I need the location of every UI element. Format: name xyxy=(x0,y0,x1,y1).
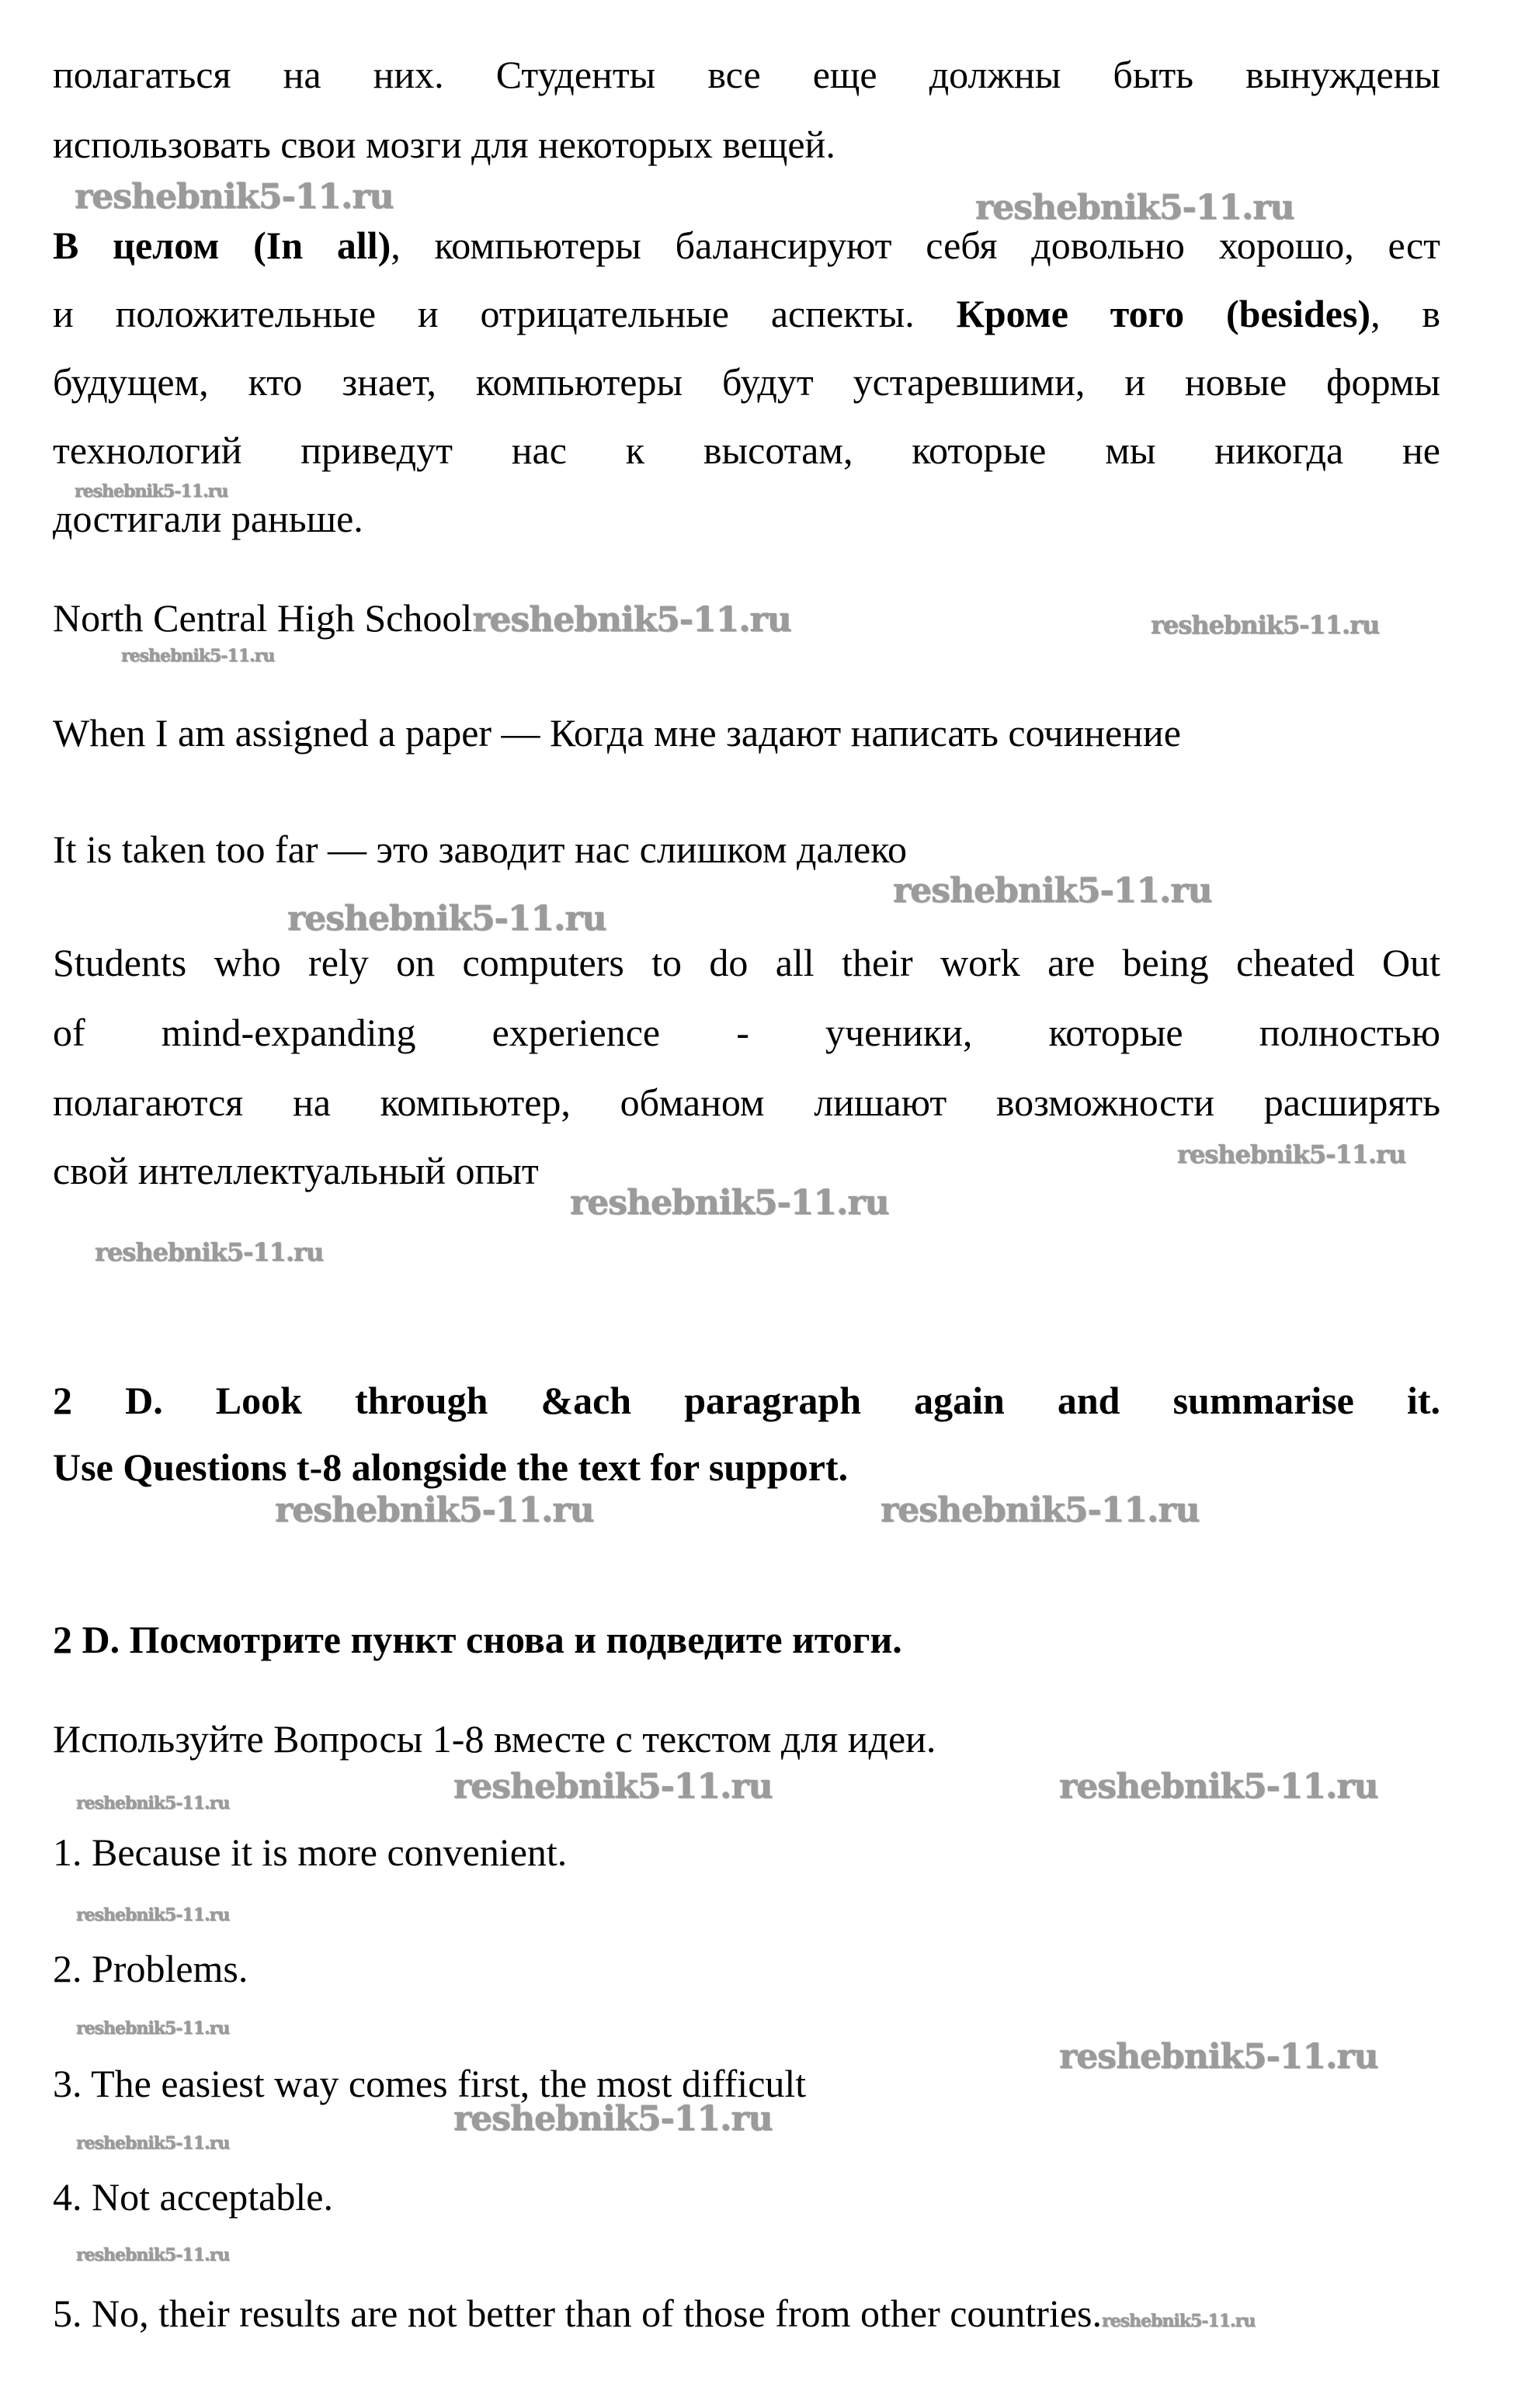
answer-item: 1. Because it is more convenient. xyxy=(53,1830,568,1874)
paragraph-line xyxy=(53,290,1440,337)
paragraph-line: использовать свои мозги для некоторых вещей. xyxy=(53,123,835,166)
watermark: reshebnik5-11.ru xyxy=(275,1490,594,1530)
watermark: reshebnik5-11.ru xyxy=(570,1183,889,1223)
paragraph-line xyxy=(53,222,1440,269)
answer-item: 3. The easiest way comes first, the most difficult xyxy=(53,2062,807,2105)
paragraph-line: будущем, кто знает, компьютеры будут устаревшими, и новые формы xyxy=(53,360,1440,404)
paragraph-line: технологий приведут нас к высотам, которые мы никогда не xyxy=(53,429,1440,472)
vocab-line: When I am assigned a paper — Когда мне задают написать сочинение xyxy=(53,711,1181,755)
watermark: reshebnik5-11.ru xyxy=(75,481,228,501)
text: , компьютеры балансируют себя довольно хорошо, ест xyxy=(391,224,1440,267)
watermark: reshebnik5-11.ru xyxy=(1177,1140,1406,1169)
watermark: reshebnik5-11.ru xyxy=(76,1905,230,1925)
watermark: reshebnik5-11.ru xyxy=(76,2133,230,2153)
watermark: reshebnik5-11.ru xyxy=(75,177,394,217)
watermark: reshebnik5-11.ru xyxy=(1102,2311,1256,2331)
bold-term: Кроме того (besides) xyxy=(956,292,1371,335)
watermark: reshebnik5-11.ru xyxy=(881,1490,1200,1530)
paragraph-line: достигали раньше. xyxy=(53,497,363,540)
answer-item xyxy=(53,2290,1440,2344)
task-heading-ru: 2 D. Посмотрите пункт снова и подведите итоги. xyxy=(53,1618,902,1661)
watermark: reshebnik5-11.ru xyxy=(1151,610,1380,640)
task-heading: 2 D. Look through &ach paragraph again and summarise it. xyxy=(53,1379,1440,1422)
task-heading: Use Questions t-8 alongside the text for support. xyxy=(53,1445,849,1489)
watermark: reshebnik5-11.ru xyxy=(121,646,275,666)
watermark: reshebnik5-11.ru xyxy=(76,2018,230,2038)
watermark: reshebnik5-11.ru xyxy=(1059,2037,1378,2077)
bold-term: В целом (In all) xyxy=(53,224,391,267)
watermark: reshebnik5-11.ru xyxy=(453,2099,773,2139)
paragraph-line: полагаться на них. Студенты все еще должны быть вынуждены xyxy=(53,53,1440,96)
watermark: reshebnik5-11.ru xyxy=(453,1767,773,1806)
paragraph-line: of mind-expanding experience - ученики, которые полностью xyxy=(53,1011,1440,1054)
watermark: reshebnik5-11.ru xyxy=(287,899,606,939)
answer-item: 2. Problems. xyxy=(53,1947,248,1990)
watermark: reshebnik5-11.ru xyxy=(76,2245,230,2265)
watermark: reshebnik5-11.ru xyxy=(893,871,1212,911)
answer-item: 4. Not acceptable. xyxy=(53,2175,333,2219)
text: , в xyxy=(1370,292,1440,335)
paragraph-line: свой интеллектуальный опыт xyxy=(53,1149,539,1192)
vocab-line: It is taken too far — это заводит нас слишком далеко xyxy=(53,828,907,871)
watermark: reshebnik5-11.ru xyxy=(95,1237,324,1267)
task-instruction: Используйте Вопросы 1-8 вместе с текстом для идеи. xyxy=(53,1717,936,1761)
watermark: reshebnik5-11.ru xyxy=(1059,1767,1378,1806)
source-title-text: North Central High School xyxy=(53,596,473,640)
paragraph-line: Students who rely on computers to do all their work are being cheated Out xyxy=(53,941,1440,984)
watermark: reshebnik5-11.ru xyxy=(472,600,791,640)
watermark: reshebnik5-11.ru xyxy=(975,188,1294,227)
paragraph-line: полагаются на компьютер, обманом лишают возможности расширять xyxy=(53,1081,1440,1124)
text: и положительные и отрицательные аспекты. xyxy=(53,292,957,335)
watermark: reshebnik5-11.ru xyxy=(76,1793,230,1813)
answer-text: 5. No, their results are not better than of those from other countries. xyxy=(53,2292,1103,2335)
